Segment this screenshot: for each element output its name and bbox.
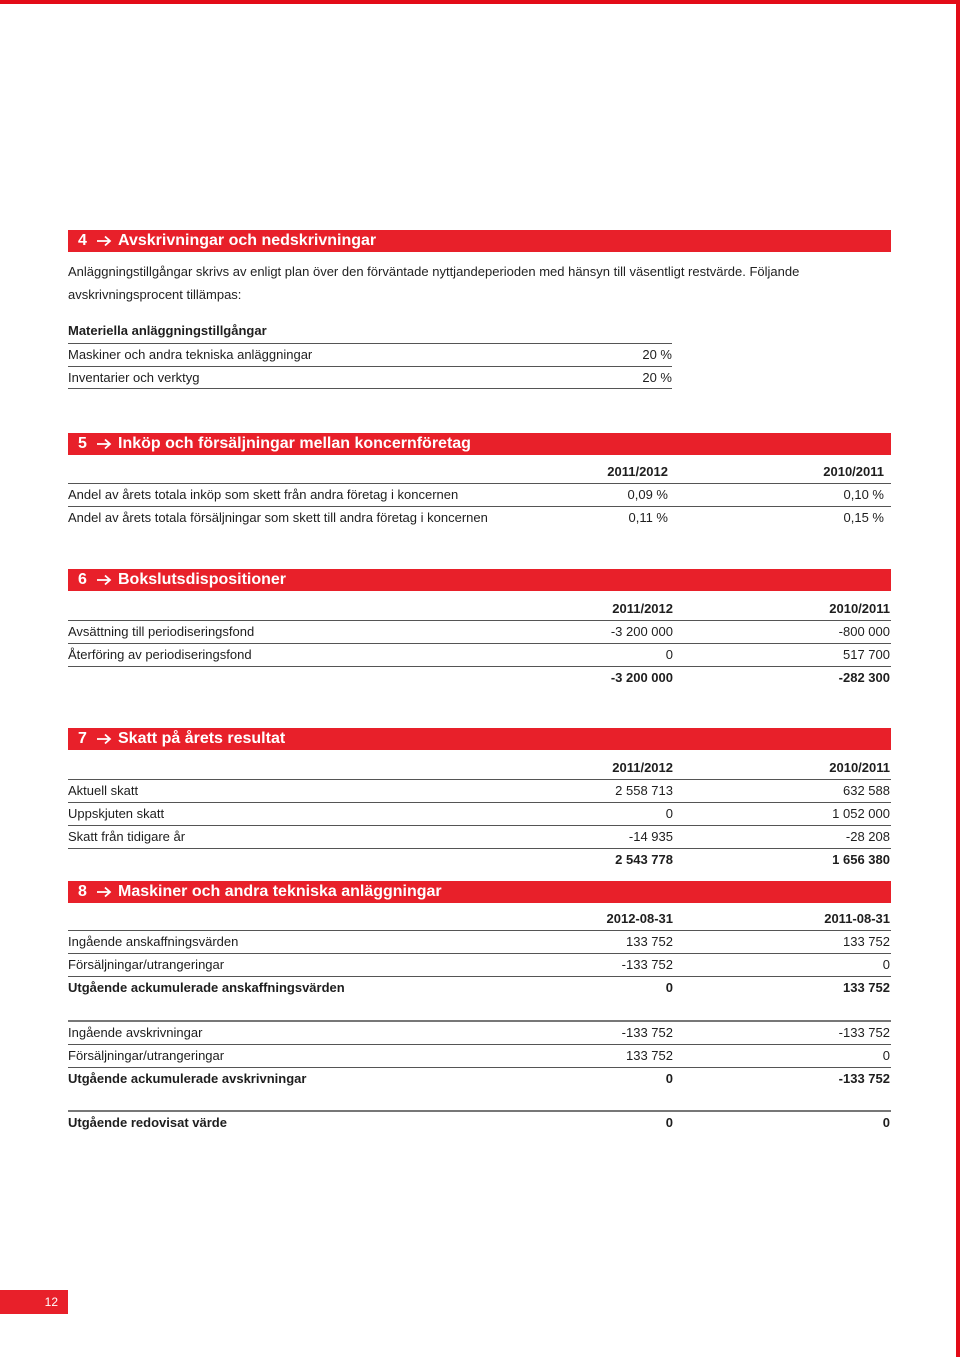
final-value: 0 bbox=[665, 1115, 673, 1130]
intro-line-1: Anläggningstillgångar skrivs av enligt plan över den förväntade nyttjandeperioden med hänsyn till väsentligt restvärde. Följande bbox=[68, 264, 800, 279]
row-value: 0,09 % bbox=[627, 487, 668, 502]
column-header: 2011-08-31 bbox=[824, 911, 890, 926]
table-row bbox=[68, 484, 891, 506]
total-label: Utgående ackumulerade avskrivningar bbox=[68, 1071, 307, 1086]
column-header-row bbox=[68, 598, 891, 620]
total-value: 133 752 bbox=[843, 980, 890, 995]
table-row bbox=[68, 1022, 891, 1044]
row-value: -133 752 bbox=[621, 957, 673, 972]
row-label: Återföring av periodiseringsfond bbox=[68, 647, 252, 662]
column-header: 2011/2012 bbox=[607, 464, 668, 479]
arrow-right-icon bbox=[96, 438, 112, 450]
row-value: 0 bbox=[882, 1048, 890, 1063]
row-label: Maskiner och andra tekniska anläggningar bbox=[68, 347, 313, 362]
table-row bbox=[68, 621, 891, 643]
table-row bbox=[68, 344, 672, 366]
total-value: -3 200 000 bbox=[610, 670, 673, 685]
total-row bbox=[68, 1068, 891, 1090]
section-7-header bbox=[68, 728, 891, 750]
arrow-right-icon bbox=[96, 886, 112, 898]
total-value: 1 656 380 bbox=[832, 852, 890, 867]
row-label: Inventarier och verktyg bbox=[68, 370, 200, 385]
row-value: 133 752 bbox=[843, 934, 890, 949]
row-value: -133 752 bbox=[621, 1025, 673, 1040]
row-label: Skatt från tidigare år bbox=[68, 829, 186, 844]
column-header-row bbox=[68, 908, 891, 930]
row-value: 0,11 % bbox=[628, 510, 668, 525]
divider bbox=[68, 388, 672, 389]
table-row bbox=[68, 1045, 891, 1067]
section-6-header bbox=[68, 569, 891, 591]
row-value: 0 bbox=[665, 647, 673, 662]
arrow-right-icon bbox=[96, 235, 112, 247]
page-frame-right bbox=[956, 0, 960, 1357]
section-title: Skatt på årets resultat bbox=[118, 730, 286, 747]
section-4-intro bbox=[68, 260, 848, 306]
total-value: -282 300 bbox=[838, 670, 890, 685]
row-value: 133 752 bbox=[626, 1048, 673, 1063]
table-row bbox=[68, 644, 891, 666]
row-value: -28 208 bbox=[845, 829, 890, 844]
total-row bbox=[68, 667, 891, 689]
section-title: Inköp och försäljningar mellan koncernföretag bbox=[118, 435, 471, 452]
column-header: 2010/2011 bbox=[829, 601, 890, 616]
row-label: Uppskjuten skatt bbox=[68, 806, 165, 821]
total-row bbox=[68, 849, 891, 871]
section-title: Maskiner och andra tekniska anläggningar bbox=[118, 883, 442, 900]
table-row bbox=[68, 507, 891, 529]
page-frame-top bbox=[0, 0, 960, 4]
total-value: 0 bbox=[665, 980, 673, 995]
row-label: Andel av årets totala försäljningar som skett till andra företag i koncernen bbox=[68, 510, 488, 525]
row-label: Försäljningar/utrangeringar bbox=[68, 1048, 225, 1063]
row-label: Andel av årets totala inköp som skett från andra företag i koncernen bbox=[68, 487, 459, 502]
row-value: 133 752 bbox=[626, 934, 673, 949]
table-row bbox=[68, 367, 672, 389]
page-number: 12 bbox=[0, 1290, 68, 1314]
section-8-header bbox=[68, 881, 891, 903]
column-header: 2010/2011 bbox=[829, 760, 890, 775]
column-header-row bbox=[68, 757, 891, 779]
row-label: Ingående avskrivningar bbox=[68, 1025, 203, 1040]
column-header-row bbox=[68, 461, 891, 483]
table-row bbox=[68, 803, 891, 825]
row-value: 632 588 bbox=[843, 783, 890, 798]
row-value: 1 052 000 bbox=[832, 806, 890, 821]
table-row bbox=[68, 954, 891, 976]
row-value: 0 bbox=[882, 957, 890, 972]
row-value: 0,10 % bbox=[843, 487, 884, 502]
row-value: -14 935 bbox=[628, 829, 673, 844]
final-value: 0 bbox=[882, 1115, 890, 1130]
arrow-right-icon bbox=[96, 574, 112, 586]
total-value: 0 bbox=[665, 1071, 673, 1086]
subheading-label: Materiella anläggningstillgångar bbox=[68, 323, 267, 338]
section-number: 7 bbox=[78, 730, 87, 747]
arrow-right-icon bbox=[96, 733, 112, 745]
column-header: 2012-08-31 bbox=[606, 911, 673, 926]
column-header: 2011/2012 bbox=[612, 601, 673, 616]
row-value: 517 700 bbox=[843, 647, 890, 662]
row-value: -800 000 bbox=[838, 624, 890, 639]
final-label: Utgående redovisat värde bbox=[68, 1115, 227, 1130]
section-title: Bokslutsdispositioner bbox=[118, 571, 287, 588]
section-number: 5 bbox=[78, 435, 87, 452]
row-value: 2 558 713 bbox=[615, 783, 673, 798]
section-number: 8 bbox=[78, 883, 87, 900]
section-number: 6 bbox=[78, 571, 87, 588]
total-value: 2 543 778 bbox=[615, 852, 673, 867]
table-row bbox=[68, 780, 891, 802]
final-row bbox=[68, 1112, 891, 1134]
row-value: 0 bbox=[665, 806, 673, 821]
row-value: 20 % bbox=[642, 347, 672, 362]
row-value: -3 200 000 bbox=[610, 624, 673, 639]
row-value: -133 752 bbox=[838, 1025, 890, 1040]
section-title: Avskrivningar och nedskrivningar bbox=[118, 232, 377, 249]
section-number: 4 bbox=[78, 232, 87, 249]
row-value: 20 % bbox=[642, 370, 672, 385]
table-row bbox=[68, 931, 891, 953]
subheading bbox=[68, 320, 672, 342]
row-value: 0,15 % bbox=[843, 510, 884, 525]
total-value: -133 752 bbox=[838, 1071, 890, 1086]
row-label: Aktuell skatt bbox=[68, 783, 139, 798]
row-label: Ingående anskaffningsvärden bbox=[68, 934, 239, 949]
row-label: Försäljningar/utrangeringar bbox=[68, 957, 225, 972]
intro-line-2: avskrivningsprocent tillämpas: bbox=[68, 287, 242, 302]
section-4-header bbox=[68, 230, 891, 252]
column-header: 2011/2012 bbox=[612, 760, 673, 775]
row-label: Avsättning till periodiseringsfond bbox=[68, 624, 255, 639]
section-5-header bbox=[68, 433, 891, 455]
column-header: 2010/2011 bbox=[823, 464, 884, 479]
total-row bbox=[68, 977, 891, 999]
table-row bbox=[68, 826, 891, 848]
total-label: Utgående ackumulerade anskaffningsvärden bbox=[68, 980, 345, 995]
